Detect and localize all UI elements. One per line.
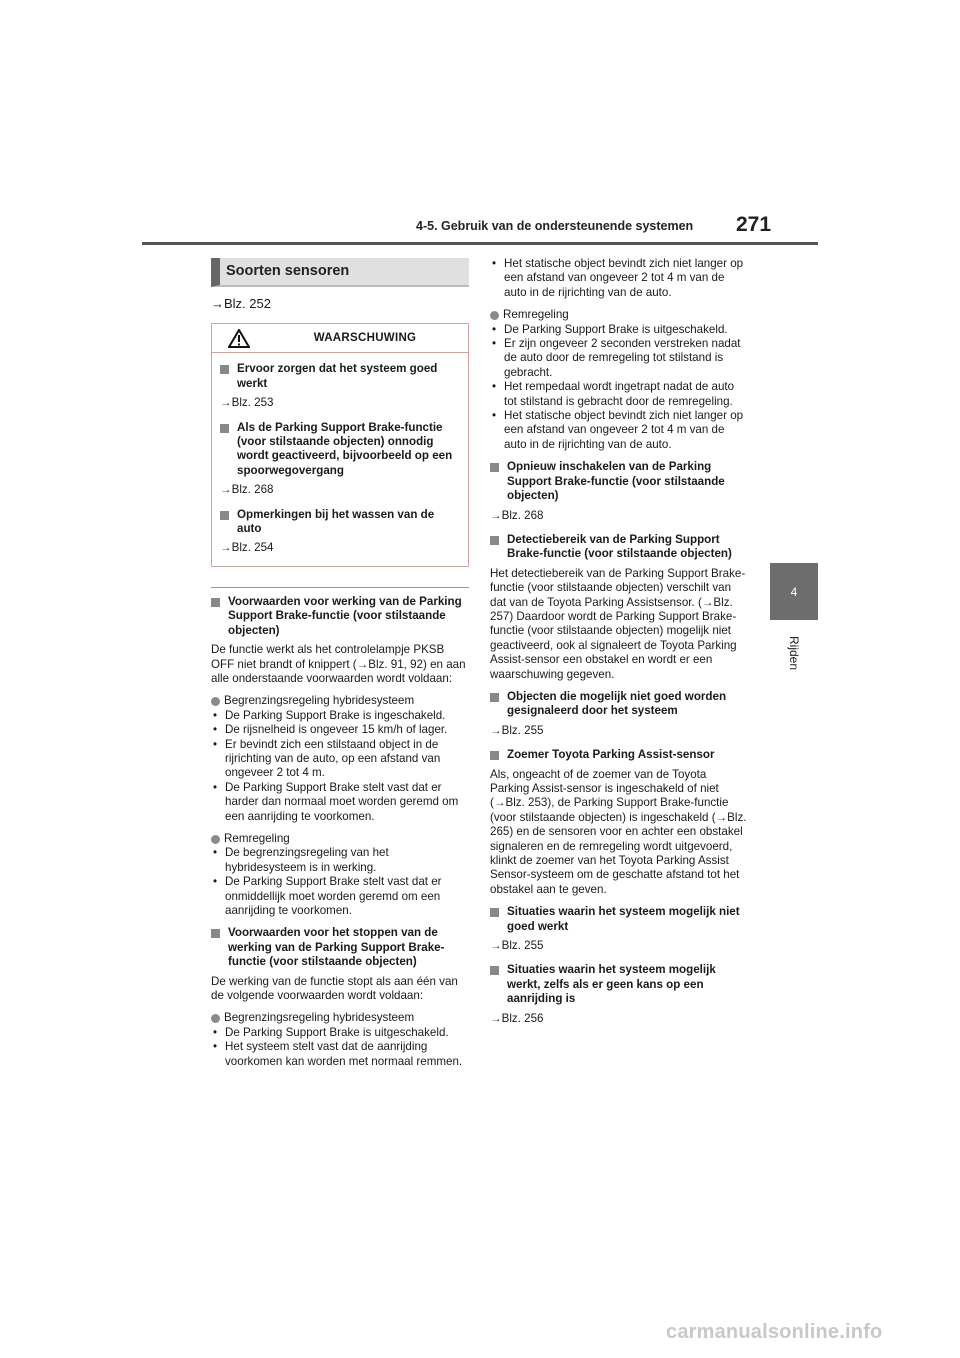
group-heading: Remregeling bbox=[490, 308, 748, 322]
subheading-stop-conditions: Voorwaarden voor het stoppen van de werking van de Parking Support Brake-functie (voor stilstaande objecten) bbox=[211, 926, 469, 969]
circle-bullet-icon bbox=[211, 1014, 220, 1023]
group-heading: Remregeling bbox=[211, 832, 469, 846]
chapter-section-title: 4-5. Gebruik van de ondersteunende systemen bbox=[416, 219, 694, 233]
subheading-misdetected-objects: Objecten die mogelijk niet goed worden gesignaleerd door het systeem bbox=[490, 690, 748, 719]
list-item: • De Parking Support Brake is uitgeschakeld. bbox=[490, 323, 748, 337]
bullet-list bbox=[490, 257, 748, 300]
square-bullet-icon bbox=[211, 929, 220, 938]
paragraph: De functie werkt als het controlelampje PKSB OFF niet brandt of knippert (→Blz. 91, 92) en aan alle onderstaande voorwaarden wordt voldaan: bbox=[211, 643, 466, 685]
square-bullet-icon bbox=[490, 751, 499, 760]
square-bullet-icon bbox=[490, 908, 499, 917]
bullet-list bbox=[211, 709, 469, 824]
group-heading: Begrenzingsregeling hybridesysteem bbox=[211, 694, 469, 708]
group-heading: Begrenzingsregeling hybridesysteem bbox=[211, 1011, 469, 1025]
warning-item-heading: Als de Parking Support Brake-functie (voor stilstaande objecten) onnodig wordt geactiveerd, bijvoorbeeld op een spoorwegovergang bbox=[220, 421, 458, 479]
list-item: • Er zijn ongeveer 2 seconden verstreken nadat de auto door de remregeling tot stilstand is gebracht. bbox=[490, 337, 748, 380]
bullet-list bbox=[490, 323, 748, 453]
warning-body bbox=[212, 353, 468, 555]
page-ref-link[interactable]: →Blz. 254 bbox=[220, 541, 274, 555]
square-bullet-icon bbox=[220, 511, 229, 520]
warning-box bbox=[211, 323, 469, 566]
bullet-list bbox=[211, 1026, 469, 1069]
list-item: • De rijsnelheid is ongeveer 15 km/h of lager. bbox=[211, 723, 469, 737]
square-bullet-icon bbox=[211, 598, 220, 607]
square-bullet-icon bbox=[220, 424, 229, 433]
warning-triangle-icon bbox=[228, 329, 250, 352]
chapter-tab bbox=[770, 563, 818, 620]
subheading-reenable: Opnieuw inschakelen van de Parking Support Brake-functie (voor stilstaande objecten) bbox=[490, 460, 748, 503]
watermark-text: carmanualsonline.info bbox=[666, 1321, 883, 1343]
chapter-tab-number: 4 bbox=[790, 585, 798, 599]
right-column bbox=[490, 257, 748, 1036]
page-ref-link[interactable]: →Blz. 252 bbox=[211, 296, 271, 311]
section-divider bbox=[211, 587, 469, 588]
list-item: • Het rempedaal wordt ingetrapt nadat de auto tot stilstand is gebracht door de remregeling. bbox=[490, 380, 748, 409]
list-item: • De Parking Support Brake is ingeschakeld. bbox=[211, 709, 469, 723]
header-rule bbox=[142, 242, 818, 245]
list-item: • Het statische object bevindt zich niet langer op een afstand van ongeveer 2 tot 4 m van de auto in de rijrichting van de auto. bbox=[490, 257, 748, 300]
warning-item-heading: Opmerkingen bij het wassen van de auto bbox=[220, 508, 458, 537]
subheading-situations-not-working: Situaties waarin het systeem mogelijk niet goed werkt bbox=[490, 905, 748, 934]
chapter-tab-label: Rijden bbox=[787, 635, 801, 671]
page-ref-link[interactable]: →Blz. 253 bbox=[220, 396, 274, 410]
list-item: • De Parking Support Brake is uitgeschakeld. bbox=[211, 1026, 469, 1040]
page-ref-link[interactable]: →Blz. 255 bbox=[490, 723, 544, 737]
paragraph: De werking van de functie stopt als aan één van de volgende voorwaarden wordt voldaan: bbox=[211, 974, 458, 1003]
page-number: 271 bbox=[736, 213, 772, 236]
subheading-detection-range: Detectiebereik van de Parking Support Brake-functie (voor stilstaande objecten) bbox=[490, 533, 748, 562]
subheading-operating-conditions: Voorwaarden voor werking van de Parking Support Brake-functie (voor stilstaande objecten) bbox=[211, 595, 469, 638]
list-item: • De Parking Support Brake stelt vast dat er harder dan normaal moet worden geremd om een aanrijding te voorkomen. bbox=[211, 781, 469, 824]
warning-title: WAARSCHUWING bbox=[313, 332, 417, 345]
square-bullet-icon bbox=[220, 365, 229, 374]
bullet-list bbox=[211, 846, 469, 918]
list-item: • Er bevindt zich een stilstaand object in de rijrichting van de auto, op een afstand van ongeveer 2 tot 4 m. bbox=[211, 738, 469, 781]
section-heading-sensor-types: Soorten sensoren bbox=[211, 258, 469, 287]
warning-item-heading: Ervoor zorgen dat het systeem goed werkt bbox=[220, 362, 458, 391]
paragraph: Als, ongeacht of de zoemer van de Toyota Parking Assist-sensor is ingeschakeld of niet (→Blz. 253), de Parking Support Brake-functie (voor stilstaande objecten) is ingeschakeld (→Blz. 265) en de sensoren voor en achter een obstakel signaleren en de remregeling wordt uitgevoerd, klinkt de zoemer van het Toyota Parking Assist Sensor-systeem om de geschatte afstand tot het obstakel aan te geven. bbox=[490, 767, 747, 896]
circle-bullet-icon bbox=[211, 835, 220, 844]
warning-header bbox=[212, 324, 468, 353]
square-bullet-icon bbox=[490, 463, 499, 472]
square-bullet-icon bbox=[490, 966, 499, 975]
list-item: • Het systeem stelt vast dat de aanrijding voorkomen kan worden met normaal remmen. bbox=[211, 1040, 469, 1069]
subheading-situations-false-activation: Situaties waarin het systeem mogelijk werkt, zelfs als er geen kans op een aanrijding is bbox=[490, 963, 748, 1006]
paragraph: Het detectiebereik van de Parking Support Brake-functie (voor stilstaande objecten) verschilt van dat van de Toyota Parking Assistsensor. (→Blz. 257) Daardoor wordt de Parking Support Brake-functie (voor stilstaande objecten) mogelijk niet geactiveerd, ook al signaleert de Toyota Parking Assist-sensor een obstakel en wordt er een waarschuwing gegeven. bbox=[490, 566, 746, 681]
circle-bullet-icon bbox=[490, 311, 499, 320]
list-item: • De begrenzingsregeling van het hybridesysteem is in werking. bbox=[211, 846, 469, 875]
square-bullet-icon bbox=[490, 536, 499, 545]
square-bullet-icon bbox=[490, 693, 499, 702]
page-ref-link[interactable]: →Blz. 268 bbox=[490, 508, 544, 522]
list-item: • Het statische object bevindt zich niet langer op een afstand van ongeveer 2 tot 4 m van de auto in de rijrichting van de auto. bbox=[490, 409, 748, 452]
circle-bullet-icon bbox=[211, 697, 220, 706]
left-column bbox=[211, 258, 469, 1077]
page-ref-link[interactable]: →Blz. 256 bbox=[490, 1011, 544, 1025]
subheading-buzzer: Zoemer Toyota Parking Assist-sensor bbox=[490, 748, 748, 762]
page-ref-link[interactable]: →Blz. 268 bbox=[220, 483, 274, 497]
page-ref-link[interactable]: →Blz. 255 bbox=[490, 939, 544, 953]
list-item: • De Parking Support Brake stelt vast dat er onmiddellijk moet worden geremd om een aanrijding te voorkomen. bbox=[211, 875, 469, 918]
